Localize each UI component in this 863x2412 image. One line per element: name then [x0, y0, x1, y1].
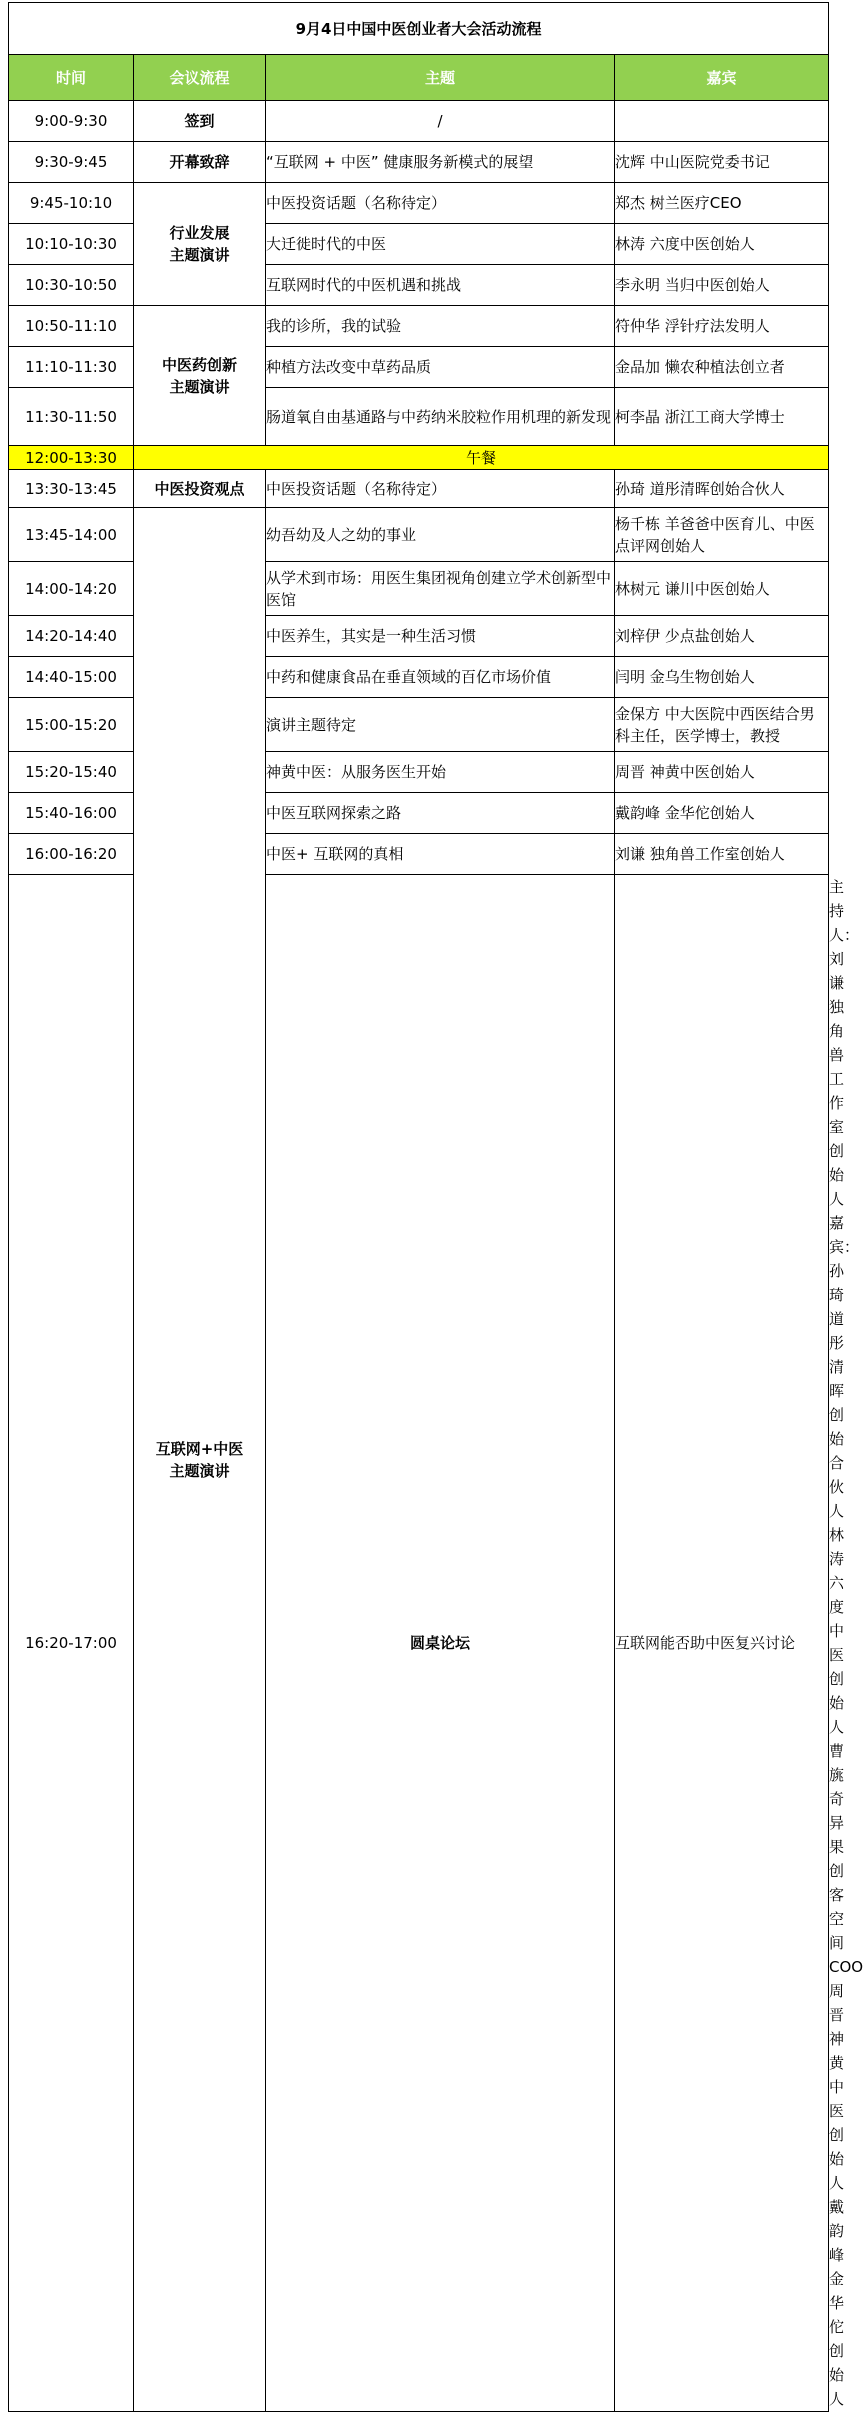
time-cell: 13:30-13:45 [9, 470, 134, 508]
time-cell: 13:45-14:00 [9, 508, 134, 562]
guest-cell: 金保方 中大医院中西医结合男科主任，医学博士，教授 [615, 698, 829, 752]
topic-cell: 从学术到市场：用医生集团视角创建立学术创新型中医馆 [266, 562, 615, 616]
guest-cell: 郑杰 树兰医疗CEO [615, 183, 829, 224]
table-row [9, 224, 829, 265]
time-cell: 16:00-16:20 [9, 834, 134, 875]
table-row [9, 183, 829, 224]
guest-cell: 金品加 懒农种植法创立者 [615, 347, 829, 388]
guest-cell: 柯李晶 浙江工商大学博士 [615, 388, 829, 446]
topic-cell: 我的诊所，我的试验 [266, 306, 615, 347]
table-row [9, 616, 829, 657]
session-cell: 行业发展 主题演讲 [134, 183, 266, 306]
time-cell: 15:40-16:00 [9, 793, 134, 834]
time-cell: 9:00-9:30 [9, 101, 134, 142]
table-row [9, 834, 829, 875]
guest-cell: 戴韵峰 金华佗创始人 [615, 793, 829, 834]
guest-cell: 符仲华 浮针疗法发明人 [615, 306, 829, 347]
table-row [9, 752, 829, 793]
time-cell: 9:30-9:45 [9, 142, 134, 183]
session-cell: 开幕致辞 [134, 142, 266, 183]
guest-cell: 林树元 谦川中医创始人 [615, 562, 829, 616]
header-row [9, 55, 829, 101]
time-cell: 16:20-17:00 [9, 875, 134, 2412]
time-cell: 11:10-11:30 [9, 347, 134, 388]
time-cell: 10:10-10:30 [9, 224, 134, 265]
guest-cell: 孙琦 道彤清晖创始合伙人 [615, 470, 829, 508]
guest-cell [615, 101, 829, 142]
time-cell: 14:40-15:00 [9, 657, 134, 698]
session-cell: 中医投资观点 [134, 470, 266, 508]
topic-cell: 演讲主题待定 [266, 698, 615, 752]
session-cell: 互联网+中医 主题演讲 [134, 508, 266, 2412]
time-cell: 9:45-10:10 [9, 183, 134, 224]
guest-cell: 刘谦 独角兽工作室创始人 [615, 834, 829, 875]
guest-cell: 李永明 当归中医创始人 [615, 265, 829, 306]
guest-cell: 闫明 金乌生物创始人 [615, 657, 829, 698]
topic-cell: 中医互联网探索之路 [266, 793, 615, 834]
header-time: 时间 [9, 55, 134, 101]
topic-cell: 互联网能否助中医复兴讨论 [615, 875, 829, 2412]
topic-cell: 互联网时代的中医机遇和挑战 [266, 265, 615, 306]
table-row: 16:20-17:00 圆桌论坛 互联网能否助中医复兴讨论 主持人： 刘谦 独角兽工作室创始人 嘉宾： 孙琦 道彤清晖创始合伙人 林涛 六度中医创始人 曹旐 奇异果创客空间 COO 周晋 神黄中医创始人 戴韵峰 金华佗创始人 [9, 875, 829, 2412]
time-cell: 14:00-14:20 [9, 562, 134, 616]
table-row [9, 562, 829, 616]
topic-cell: 中医投资话题（名称待定） [266, 470, 615, 508]
topic-cell: 神黄中医：从服务医生开始 [266, 752, 615, 793]
table-row [9, 470, 829, 508]
time-cell: 14:20-14:40 [9, 616, 134, 657]
time-cell: 10:50-11:10 [9, 306, 134, 347]
session-cell: 签到 [134, 101, 266, 142]
time-cell: 12:00-13:30 [9, 446, 134, 470]
guest-cell: 刘梓伊 少点盐创始人 [615, 616, 829, 657]
topic-cell: “互联网 + 中医” 健康服务新模式的展望 [266, 142, 615, 183]
topic-cell: 中医+ 互联网的真相 [266, 834, 615, 875]
topic-cell: 中医投资话题（名称待定） [266, 183, 615, 224]
table-row [9, 388, 829, 446]
guest-cell: 林涛 六度中医创始人 [615, 224, 829, 265]
lunch-label: 午餐 [134, 446, 829, 470]
table-row [9, 142, 829, 183]
time-cell: 11:30-11:50 [9, 388, 134, 446]
session-cell: 中医药创新 主题演讲 [134, 306, 266, 446]
table-row [9, 347, 829, 388]
time-cell: 15:20-15:40 [9, 752, 134, 793]
topic-cell: 中药和健康食品在垂直领域的百亿市场价值 [266, 657, 615, 698]
topic-cell: 大迁徙时代的中医 [266, 224, 615, 265]
table-row [9, 698, 829, 752]
header-guest: 嘉宾 [615, 55, 829, 101]
topic-cell: / [266, 101, 615, 142]
topic-cell: 肠道氧自由基通路与中药纳米胶粒作用机理的新发现 [266, 388, 615, 446]
guest-cell: 沈辉 中山医院党委书记 [615, 142, 829, 183]
topic-cell: 种植方法改变中草药品质 [266, 347, 615, 388]
time-cell: 15:00-15:20 [9, 698, 134, 752]
guest-cell: 杨千栋 羊爸爸中医育儿、中医点评网创始人 [615, 508, 829, 562]
table-row [9, 265, 829, 306]
session-cell: 圆桌论坛 [266, 875, 615, 2412]
page-title: 9月4日中国中医创业者大会活动流程 [9, 3, 829, 55]
table-row [9, 306, 829, 347]
table-row [9, 101, 829, 142]
time-cell: 10:30-10:50 [9, 265, 134, 306]
table-row [9, 657, 829, 698]
table-row [9, 508, 829, 562]
header-topic: 主题 [266, 55, 615, 101]
guest-cell: 周晋 神黄中医创始人 [615, 752, 829, 793]
topic-cell: 幼吾幼及人之幼的事业 [266, 508, 615, 562]
header-session: 会议流程 [134, 55, 266, 101]
title-row [9, 3, 829, 55]
topic-cell: 中医养生，其实是一种生活习惯 [266, 616, 615, 657]
table-row [9, 793, 829, 834]
lunch-row [9, 446, 829, 470]
schedule-table [8, 2, 863, 2412]
